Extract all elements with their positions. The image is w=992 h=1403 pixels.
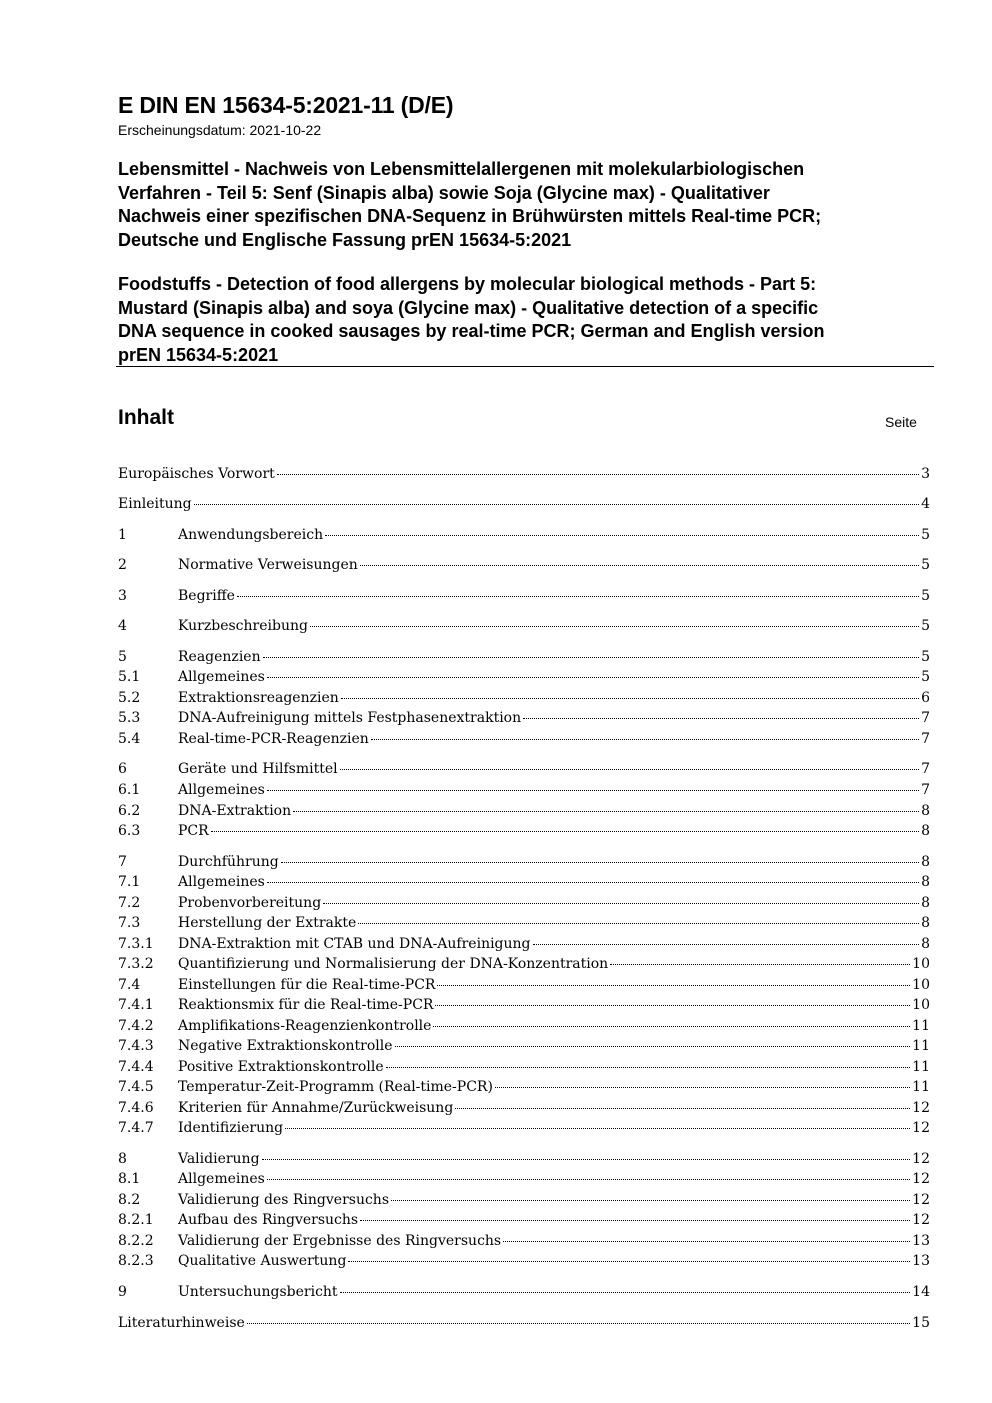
toc-entry[interactable] [118,495,930,513]
toc-entry-number: 6 [118,761,127,777]
toc-entry-label: Temperatur-Zeit-Programm (Real-time-PCR) [178,1079,493,1095]
title-line: Verfahren - Teil 5: Senf (Sinapis alba) sowie Soja (Glycine max) - Qualitativer [118,182,770,203]
toc-entry-page: 5 [921,649,930,665]
toc-entry[interactable] [118,668,930,686]
toc-entry[interactable] [118,1314,930,1332]
toc-entry-page: 12 [912,1171,930,1187]
toc-entry-number: 7.4.6 [118,1100,154,1116]
toc-entry-page: 7 [921,761,930,777]
toc-entry-label: Europäisches Vorwort [118,466,275,482]
title-line: Lebensmittel - Nachweis von Lebensmittelallergenen mit molekularbiologischen [118,159,805,179]
toc-entry[interactable] [118,556,930,574]
toc-entry-number: 5.4 [118,731,141,747]
toc-entry-label: Positive Extraktionskontrolle [178,1059,384,1075]
toc-entry-number: 7 [118,854,127,870]
toc-entry-label: Allgemeines [178,669,265,685]
toc-entry-number: 8.2.1 [118,1212,154,1228]
toc-entry-number: 8.2 [118,1192,141,1208]
toc-entry[interactable] [118,689,930,707]
toc-entry-number: 7.4.2 [118,1018,154,1034]
toc-entry[interactable] [118,1191,930,1209]
toc-entry-page: 8 [921,854,930,870]
toc-entry-label: Probenvorbereitung [178,895,322,911]
toc-entry[interactable] [118,1058,930,1076]
toc-entry-label: DNA-Extraktion mit CTAB und DNA-Aufreinigung [178,936,531,952]
toc-entry-label: Aufbau des Ringversuchs [178,1212,359,1228]
toc-entry[interactable] [118,1078,930,1096]
toc-dot-leader [360,1220,910,1221]
toc-entry-number: 8.2.2 [118,1233,154,1249]
toc-entry-label: Geräte und Hilfsmittel [178,761,338,777]
toc-entry[interactable] [118,1017,930,1035]
toc-entry-label: Herstellung der Extrakte [178,915,357,931]
toc-entry[interactable] [118,760,930,778]
toc-entry-label: Untersuchungsbericht [178,1284,338,1300]
toc-entry-number: 5.2 [118,690,141,706]
toc-dot-leader [211,831,919,832]
toc-entry[interactable] [118,1170,930,1188]
toc-entry-label: Extraktionsreagenzien [178,690,339,706]
toc-entry-label: Validierung des Ringversuchs [178,1192,389,1208]
toc-dot-leader [533,944,920,945]
toc-entry[interactable] [118,1099,930,1117]
title-line: Nachweis einer spezifischen DNA-Sequenz in Brühwürsten mittels Real-time PCR; [118,206,822,226]
toc-entry-label: Durchführung [178,854,279,870]
toc-entry-label: Quantifizierung und Normalisierung der DNA-Konzentration [178,956,609,972]
toc-entry[interactable] [118,617,930,635]
toc-entry-label: Allgemeines [178,874,265,890]
toc-entry-page: 8 [921,823,930,839]
toc-entry-page: 11 [912,1079,930,1095]
toc-dot-leader [437,985,910,986]
toc-entry-page: 7 [921,710,930,726]
toc-entry[interactable] [118,526,930,544]
toc-entry-number: 6.1 [118,782,141,798]
toc-dot-leader [247,1323,910,1324]
toc-entry-page: 12 [912,1151,930,1167]
toc-entry-label: Validierung [178,1151,260,1167]
toc-entry[interactable] [118,802,930,820]
toc-entry-label: Anwendungsbereich [178,527,324,543]
toc-entry-number: 7.3.1 [118,936,154,952]
toc-entry-number: 6.3 [118,823,141,839]
toc-dot-leader [293,811,919,812]
toc-dot-leader [386,1067,911,1068]
toc-dot-leader [310,626,919,627]
toc-entry-number: 7.4.7 [118,1120,154,1136]
toc-dot-leader [325,535,919,536]
toc-entry-page: 14 [912,1284,930,1300]
toc-entry-page: 5 [921,618,930,634]
toc-dot-leader [610,964,910,965]
toc-dot-leader [267,1179,910,1180]
toc-entry-page: 8 [921,803,930,819]
toc-entry-page: 7 [921,731,930,747]
title-english [118,273,918,367]
toc-entry-page: 7 [921,782,930,798]
toc-page-label: Seite [885,414,917,430]
toc-entry-page: 8 [921,915,930,931]
toc-entry-number: 7.4.4 [118,1059,154,1075]
title-line: Foodstuffs - Detection of food allergens by molecular biological methods - Part 5: [118,274,817,294]
title-line: Mustard (Sinapis alba) and soya (Glycine max) - Qualitative detection of a specific [118,297,819,318]
toc-entry[interactable] [118,1211,930,1229]
toc-entry-label: Allgemeines [178,782,265,798]
toc-entry[interactable] [118,935,930,953]
toc-entry-label: Normative Verweisungen [178,557,358,573]
title-line: prEN 15634-5:2021 [118,344,279,365]
toc-dot-leader [285,1128,910,1129]
toc-entry-number: 7.3.2 [118,956,154,972]
toc-entry-page: 8 [921,936,930,952]
toc-entry-number: 5 [118,649,127,665]
toc-entry[interactable] [118,781,930,799]
toc-dot-leader [360,565,919,566]
toc-dot-leader [262,1159,911,1160]
toc-entry-number: 9 [118,1284,127,1300]
toc-entry-page: 11 [912,1038,930,1054]
toc-entry[interactable] [118,648,930,666]
title-line: DNA sequence in cooked sausages by real-time PCR; German and English version [118,321,825,341]
publication-date: Erscheinungsdatum: 2021-10-22 [118,122,322,138]
toc-dot-leader [348,1261,910,1262]
toc-entry[interactable] [118,894,930,912]
toc-dot-leader [341,698,919,699]
toc-entry-label: Reagenzien [178,649,261,665]
toc-dot-leader [503,1241,910,1242]
toc-entry-page: 10 [912,997,930,1013]
toc-dot-leader [395,1046,911,1047]
document-id: E DIN EN 15634-5:2021-11 (D/E) [118,92,454,118]
toc-dot-leader [435,1005,910,1006]
title-line: Deutsche und Englische Fassung prEN 15634-5:2021 [118,229,572,250]
toc-entry-number: 4 [118,618,127,634]
toc-entry[interactable] [118,955,930,973]
toc-entry-label: Amplifikations-Reagenzienkontrolle [178,1018,432,1034]
toc-entry[interactable] [118,873,930,891]
toc-entry[interactable] [118,1037,930,1055]
toc-entry-page: 5 [921,588,930,604]
title-german [118,158,918,252]
toc-entry-number: 6.2 [118,803,141,819]
toc-dot-leader [237,596,919,597]
toc-entry-page: 8 [921,895,930,911]
toc-dot-leader [340,769,919,770]
toc-entry-number: 8.1 [118,1171,141,1187]
toc-dot-leader [267,882,919,883]
toc-entry-number: 3 [118,588,127,604]
toc-entry[interactable] [118,1119,930,1137]
toc-entry-number: 7.4.3 [118,1038,154,1054]
toc-entry[interactable] [118,1150,930,1168]
toc-entry-page: 11 [912,1018,930,1034]
toc-entry-number: 7.1 [118,874,141,890]
toc-entry-page: 10 [912,977,930,993]
toc-dot-leader [371,739,919,740]
toc-entry-number: 7.2 [118,895,141,911]
toc-entry-page: 8 [921,874,930,890]
toc-entry-label: Kurzbeschreibung [178,618,308,634]
toc-dot-leader [323,903,919,904]
toc-entry-label: Allgemeines [178,1171,265,1187]
toc-entry-page: 5 [921,527,930,543]
toc-entry-number: 5.1 [118,669,141,685]
toc-dot-leader [267,790,919,791]
toc-entry[interactable] [118,976,930,994]
toc-entry[interactable] [118,709,930,727]
toc-dot-leader [455,1108,910,1109]
toc-entry-page: 15 [912,1315,930,1331]
toc-entry-label: Literaturhinweise [118,1315,245,1331]
toc-entry-number: 8 [118,1151,127,1167]
toc-entry-number: 7.4.5 [118,1079,154,1095]
toc-entry[interactable] [118,1252,930,1270]
toc-entry[interactable] [118,587,930,605]
toc-entry-page: 10 [912,956,930,972]
toc-dot-leader [495,1087,910,1088]
toc-entry-label: Reaktionsmix für die Real-time-PCR [178,997,434,1013]
toc-entry-page: 4 [921,496,930,512]
toc-entry-number: 5.3 [118,710,141,726]
toc-entry[interactable] [118,822,930,840]
toc-entry-page: 5 [921,669,930,685]
toc-dot-leader [267,677,919,678]
toc-entry-label: Identifizierung [178,1120,284,1136]
toc-entry-page: 12 [912,1100,930,1116]
toc-dot-leader [194,504,920,505]
toc-entry-label: DNA-Aufreinigung mittels Festphasenextraktion [178,710,522,726]
toc-entry-number: 2 [118,557,127,573]
toc-entry-page: 12 [912,1212,930,1228]
toc-entry[interactable] [118,730,930,748]
toc-entry[interactable] [118,1232,930,1250]
toc-entry-page: 6 [921,690,930,706]
toc-entry[interactable] [118,465,930,483]
toc-entry-label: Begriffe [178,588,235,604]
toc-entry-label: Negative Extraktionskontrolle [178,1038,393,1054]
toc-entry-page: 3 [921,466,930,482]
toc-heading: Inhalt [118,406,174,429]
toc-dot-leader [277,474,919,475]
title-divider [116,366,934,367]
toc-entry-label: Einleitung [118,496,192,512]
toc-entry[interactable] [118,853,930,871]
toc-dot-leader [433,1026,910,1027]
toc-entry-label: Validierung der Ergebnisse des Ringversuchs [178,1233,502,1249]
toc-entry-page: 5 [921,557,930,573]
toc-entry-label: PCR [178,823,209,839]
toc-entry-label: Qualitative Auswertung [178,1253,347,1269]
toc-dot-leader [340,1292,911,1293]
toc-entry[interactable] [118,996,930,1014]
toc-entry[interactable] [118,1283,930,1301]
toc-entry-page: 11 [912,1059,930,1075]
toc-entry-page: 13 [912,1253,930,1269]
toc-dot-leader [523,718,919,719]
toc-dot-leader [391,1200,910,1201]
toc-entry-number: 7.3 [118,915,141,931]
toc-entry-number: 7.4.1 [118,997,154,1013]
toc-dot-leader [281,862,919,863]
toc-entry-number: 8.2.3 [118,1253,154,1269]
toc-entry-page: 12 [912,1192,930,1208]
toc-entry-number: 1 [118,527,127,543]
toc-entry[interactable] [118,914,930,932]
toc-entry-page: 13 [912,1233,930,1249]
toc-dot-leader [358,923,919,924]
toc-entry-label: Einstellungen für die Real-time-PCR [178,977,436,993]
toc-entry-label: Kriterien für Annahme/Zurückweisung [178,1100,454,1116]
toc-entry-label: Real-time-PCR-Reagenzien [178,731,369,747]
toc-entry-label: DNA-Extraktion [178,803,292,819]
toc-dot-leader [263,657,919,658]
toc-entry-number: 7.4 [118,977,141,993]
toc-entry-page: 12 [912,1120,930,1136]
